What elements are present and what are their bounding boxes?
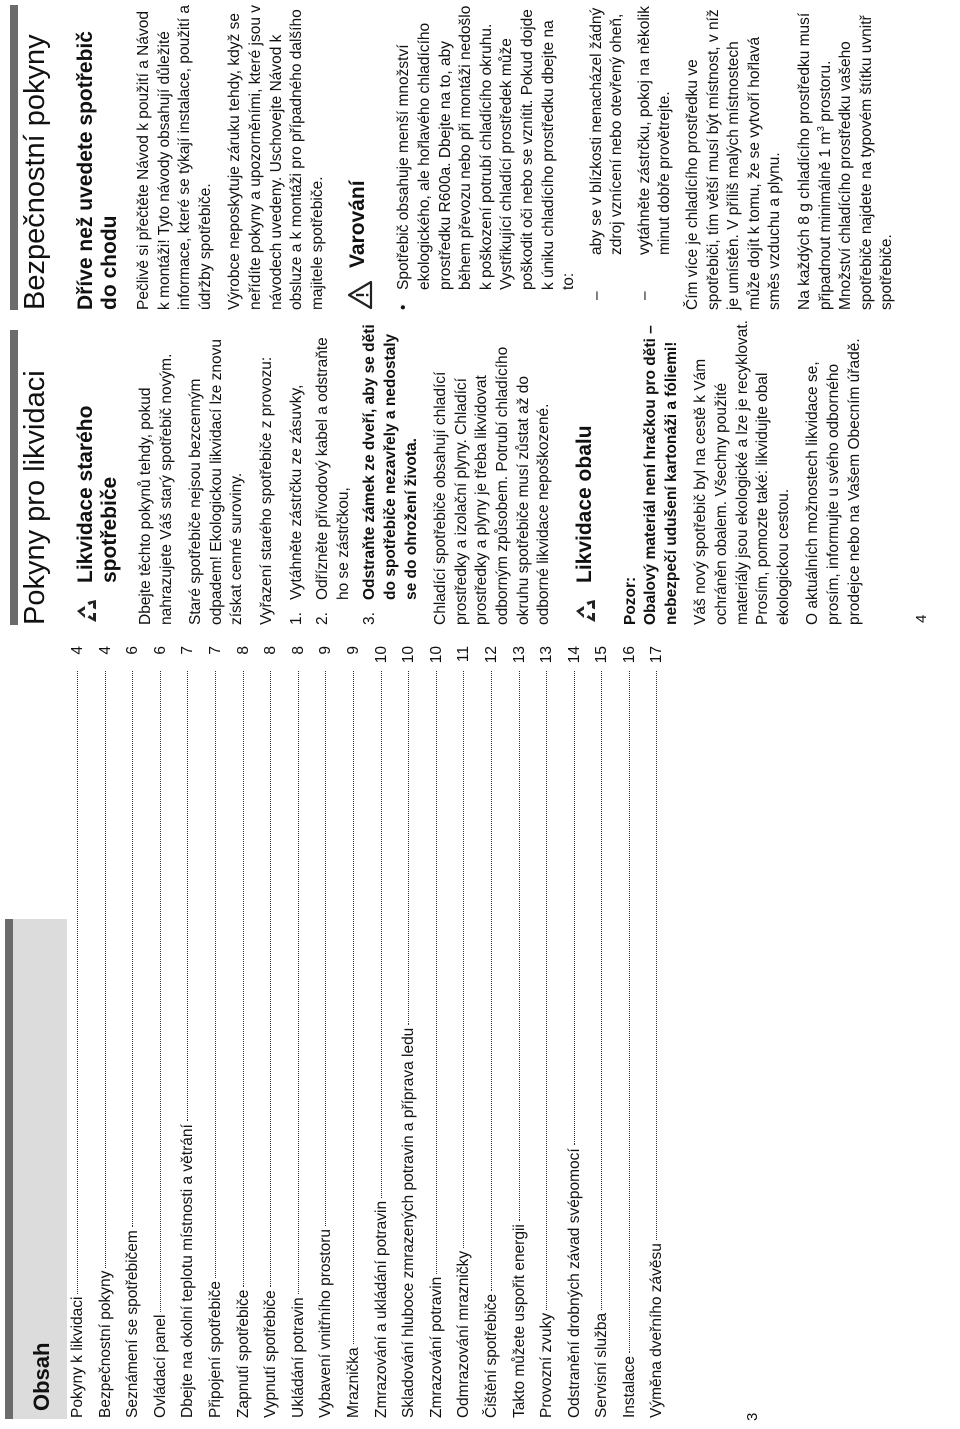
safety-column bbox=[18, 5, 907, 310]
toc-entry bbox=[262, 646, 290, 1418]
dash-text: vytáhněte zástrčku, pokoj na několik minut dobře provětrejte. bbox=[635, 6, 674, 255]
toc-entry-page: 13 bbox=[538, 646, 556, 664]
safety-paragraph bbox=[795, 5, 898, 310]
toc-entry-label: Skladování hluboce zmrazených potravin a příprava ledu bbox=[400, 1027, 418, 1418]
safety-paragraph: Čím více je chladícího prostředku ve spotřebiči, tím větší musí být místnost, v níž je umístěn. V příliš malých místnostech může dojít k tomu, že se vytvoří hořlavá směs vzduchu a plynu. bbox=[684, 9, 784, 310]
warning-heading bbox=[346, 5, 380, 310]
toc-entry bbox=[152, 646, 180, 1418]
toc-entry bbox=[345, 646, 373, 1418]
toc-entry bbox=[538, 646, 566, 1418]
toc-leader-dots bbox=[77, 671, 78, 1294]
page-number-3: 3 bbox=[744, 1412, 761, 1421]
toc-entry-page: 12 bbox=[482, 646, 500, 664]
toc-entry-page: 6 bbox=[151, 646, 169, 655]
toc-entry bbox=[483, 646, 511, 1418]
step-item bbox=[287, 320, 308, 625]
toc-entry-page: 13 bbox=[510, 646, 528, 664]
toc-entry-label: Zapnutí spotřebiče bbox=[234, 1289, 252, 1418]
toc-entry bbox=[235, 646, 263, 1418]
recycle-icon bbox=[573, 591, 607, 625]
toc-leader-dots bbox=[243, 671, 244, 1287]
toc-entry-page: 11 bbox=[455, 646, 473, 663]
page-number-4: 4 bbox=[913, 614, 930, 623]
toc-entry-label: Vypnutí spotřebiče bbox=[262, 1290, 280, 1418]
warning-bullet: • Spotřebič obsahuje menší množství ekologického, ale hořlavého chladícího prostředku R600a. Dbejte na to, aby během převozu nebo při montáži nedošlo k poškození potrubí chladícího okruhu. Vystřikující chladící prostředek může poškodit oči nebo se vznítit. Pokud dojde k úniku chladícího prostředku dbejte na to: bbox=[394, 5, 579, 310]
toc-entry-page: 4 bbox=[69, 646, 86, 655]
superscript: 3 bbox=[815, 126, 827, 132]
safety-title: Bezpečnostní pokyny bbox=[19, 34, 51, 310]
toc-leader-dots bbox=[215, 671, 216, 1278]
recycle-icon bbox=[74, 591, 108, 625]
toc-leader-dots bbox=[656, 671, 657, 1240]
warning-triangle-icon bbox=[346, 276, 380, 310]
safety-text: prostoru. Množství chladícího prostředku vašeho spotřebiče najdete na typovém štítku uvnitř spotřebiče. bbox=[816, 15, 896, 310]
toc-leader-dots bbox=[298, 671, 299, 1294]
step-number: 1. bbox=[287, 612, 305, 625]
toc-entry-label: Dbejte na okolní teplotu místnosti a větrání bbox=[179, 1124, 197, 1418]
toc-entry-label: Mraznička bbox=[344, 1347, 362, 1418]
step-text: Odstraňte zámek ze dveří, aby se děti do spotřebiče nezavřely a nedostaly se do ohrožení života. bbox=[361, 324, 420, 600]
toc-leader-dots bbox=[629, 671, 630, 1353]
toc-entry-page: 9 bbox=[317, 646, 335, 655]
toc-entry bbox=[566, 646, 594, 1418]
warning-heading-text: Varování bbox=[346, 180, 370, 268]
toc-entry bbox=[290, 646, 318, 1418]
disposal-column bbox=[18, 320, 874, 625]
toc-entry bbox=[317, 646, 345, 1418]
warning-text: Spotřebič obsahuje menší množství ekologického, ale hořlavého chladícího prostředku R600a. Dbejte na to, aby během převozu nebo při montáži nedošlo k poškození potrubí chladícího okruhu. Vystřikující chladící prostředek může poškodit oči nebo se vznítit. Pokud dojde k úniku chladícího prostředku dbejte na to: bbox=[395, 5, 578, 290]
toc-entry-label: Ukládání potravin bbox=[289, 1297, 307, 1418]
toc-entry-label: Pokyny k likvidaci bbox=[69, 1296, 86, 1418]
step-text: Vytáhněte zástrčku ze zásuvky, bbox=[287, 384, 305, 600]
toc-entry-page: 9 bbox=[344, 646, 362, 655]
old-heading-line1: Likvidace starého bbox=[74, 405, 97, 583]
toc-entry-page: 7 bbox=[179, 646, 197, 655]
step-item bbox=[360, 320, 422, 625]
safety-paragraph: Pečlivě si přečtěte Návod k použití a Návod k montáži! Tyto návody obsahují důležité informace, které se týkají instalace, použití a údržby spotřebiče. bbox=[135, 5, 214, 310]
toc-list bbox=[69, 646, 676, 1418]
toc-entry bbox=[511, 646, 539, 1418]
before-use-heading: Dříve než uvedete spotřebič do chodu bbox=[74, 31, 121, 310]
toc-leader-dots bbox=[187, 671, 188, 1121]
toc-leader-dots bbox=[491, 671, 492, 1291]
section-bar bbox=[10, 330, 18, 625]
step-text: Odřízněte přívodový kabel a odstraňte ho se zástrčkou, bbox=[314, 337, 352, 600]
toc-leader-dots bbox=[160, 671, 161, 1312]
toc-leader-dots bbox=[574, 671, 575, 1145]
toc-entry-label: Instalace bbox=[620, 1355, 638, 1418]
toc-entry-label: Připojení spotřebiče bbox=[206, 1281, 224, 1418]
toc-entry-label: Čištění spotřebiče bbox=[482, 1293, 500, 1418]
toc-entry bbox=[124, 646, 152, 1418]
toc-entry-label: Odmrazování mrazničky bbox=[455, 1250, 473, 1418]
disposal-paragraph: Vyřazení starého spotřebiče z provozu: bbox=[257, 356, 275, 625]
toc-entry-label: Seznámení se spotřebičem bbox=[124, 1230, 142, 1418]
toc-entry-page: 4 bbox=[96, 646, 114, 655]
toc-entry-label: Vybavení vnitřního prostoru bbox=[317, 1229, 335, 1418]
toc-entry bbox=[400, 646, 428, 1418]
toc-entry-label: Takto můžete uspořit energii bbox=[510, 1224, 528, 1418]
toc-entry-page: 16 bbox=[620, 646, 638, 664]
toc-entry-label: Zmrazování potravin bbox=[427, 1276, 445, 1418]
step-number: 3. bbox=[361, 612, 379, 625]
disposal-paragraph: O aktuálních možnostech likvidace se, prosím, informujte u svého odborného prodejce nebo na Vašem Obecním úřadě. bbox=[804, 338, 863, 625]
dash-item: – vytáhněte zástrčku, pokoj na několik minut dobře provětrejte. bbox=[635, 5, 676, 310]
toc-leader-dots bbox=[325, 671, 326, 1226]
toc-leader-dots bbox=[381, 671, 382, 1198]
toc-entry-page: 8 bbox=[234, 646, 252, 655]
toc-entry bbox=[69, 646, 97, 1418]
toc-entry-label: Odstranění drobných závad svépomocí bbox=[565, 1148, 583, 1418]
toc-entry-label: Bezpečnostní pokyny bbox=[96, 1270, 114, 1418]
toc-entry-label: Provozní zvuky bbox=[538, 1312, 556, 1418]
toc-entry-label: Zmrazování a ukládání potravin bbox=[372, 1200, 390, 1418]
toc-leader-dots bbox=[353, 671, 354, 1344]
section-bar bbox=[10, 5, 18, 310]
toc-entry bbox=[455, 646, 483, 1418]
toc-leader-dots bbox=[463, 671, 464, 1248]
disposal-paragraph: Váš nový spotřebič byl na cestě k Vám ochráněn obalem. Všechny použité materiály jsou ekologické a lze je recyklovat. Prosím, pomozte také: likvidujte obal ekologickou cestou. bbox=[692, 320, 792, 625]
toc-entry-page: 10 bbox=[372, 646, 390, 664]
caution-label: Pozor: bbox=[621, 576, 639, 625]
packaging-heading bbox=[573, 320, 607, 625]
packaging-heading-text: Likvidace obalu bbox=[572, 425, 596, 583]
old-appliance-heading bbox=[74, 320, 122, 625]
toc-leader-dots bbox=[436, 671, 437, 1274]
toc-entry-page: 8 bbox=[262, 646, 280, 655]
disposal-paragraph: Chladící spotřebiče obsahují chladící prostředky a izolační plyny. Chladící prostředky a plyny je třeba likvidovat odborným způsobem. Potrubí chladícího okruhu spotřebiče musí zůstat až do odborné likvidace nepoškozené. bbox=[432, 346, 553, 625]
toc-entry-page: 6 bbox=[124, 646, 142, 655]
caution-text: Obalový materiál není hračkou pro děti – nebezpečí udušení kartonáži a fóliemi! bbox=[642, 325, 680, 625]
step-item bbox=[313, 320, 354, 625]
toc-entry-page: 7 bbox=[206, 646, 224, 655]
toc-entry-page: 10 bbox=[400, 646, 418, 664]
toc-leader-dots bbox=[132, 671, 133, 1227]
toc-entry bbox=[428, 646, 456, 1418]
toc-entry bbox=[593, 646, 621, 1418]
toc-entry bbox=[373, 646, 401, 1418]
disposal-title: Pokyny pro likvidaci bbox=[19, 370, 51, 625]
toc-entry-label: Výměna dveřního závěsu bbox=[648, 1243, 666, 1418]
toc-entry bbox=[621, 646, 649, 1418]
toc-leader-dots bbox=[270, 671, 271, 1287]
dash-text: aby se v blízkosti nenacházel žádný zdroj vznícení nebo otevřený oheň, bbox=[587, 7, 626, 255]
toc-header-bar bbox=[5, 919, 67, 1419]
toc-entry-page: 15 bbox=[593, 646, 611, 664]
disposal-paragraph: Staré spotřebiče nejsou bezcenným odpadem! Ekologickou likvidací lze znovu získat cenné suroviny. bbox=[187, 338, 246, 625]
toc-entry-label: Servisní služba bbox=[593, 1312, 611, 1418]
toc-entry bbox=[179, 646, 207, 1418]
toc-entry bbox=[97, 646, 125, 1418]
toc-entry-label: Ovládací panel bbox=[151, 1314, 169, 1418]
toc-leader-dots bbox=[408, 671, 409, 1025]
toc-leader-dots bbox=[105, 671, 106, 1268]
dash-item: – aby se v blízkosti nenacházel žádný zdroj vznícení nebo otevřený oheň, bbox=[587, 5, 628, 310]
step-number: 2. bbox=[314, 612, 332, 625]
toc-entry bbox=[648, 646, 676, 1418]
safety-text: Na každých 8 g chladícího prostředku musí připadnout minimálně 1 m bbox=[796, 12, 834, 310]
safety-paragraph: Výrobce neposkytuje záruku tehdy, když se neřídíte pokyny a upozorněními, které jsou v návodech uvedeny. Uschovejte Návod k obsluze a k montáži pro případného dalšího majitele spotřebiče. bbox=[226, 5, 326, 310]
toc-title: Obsah bbox=[29, 1342, 54, 1411]
toc-leader-dots bbox=[601, 671, 602, 1310]
disposal-paragraph: Dbejte těchto pokynů tehdy, pokud nahrazujete Váš starý spotřebič novým. bbox=[137, 353, 175, 625]
toc-entry-page: 17 bbox=[648, 646, 666, 664]
old-heading-line2: spotřebiče bbox=[98, 476, 121, 583]
toc-entry-page: 8 bbox=[289, 646, 307, 655]
toc-leader-dots bbox=[519, 671, 520, 1221]
toc-entry bbox=[207, 646, 235, 1418]
toc-entry-page: 10 bbox=[427, 646, 445, 664]
toc-entry-page: 14 bbox=[565, 646, 583, 664]
toc-leader-dots bbox=[546, 671, 547, 1310]
